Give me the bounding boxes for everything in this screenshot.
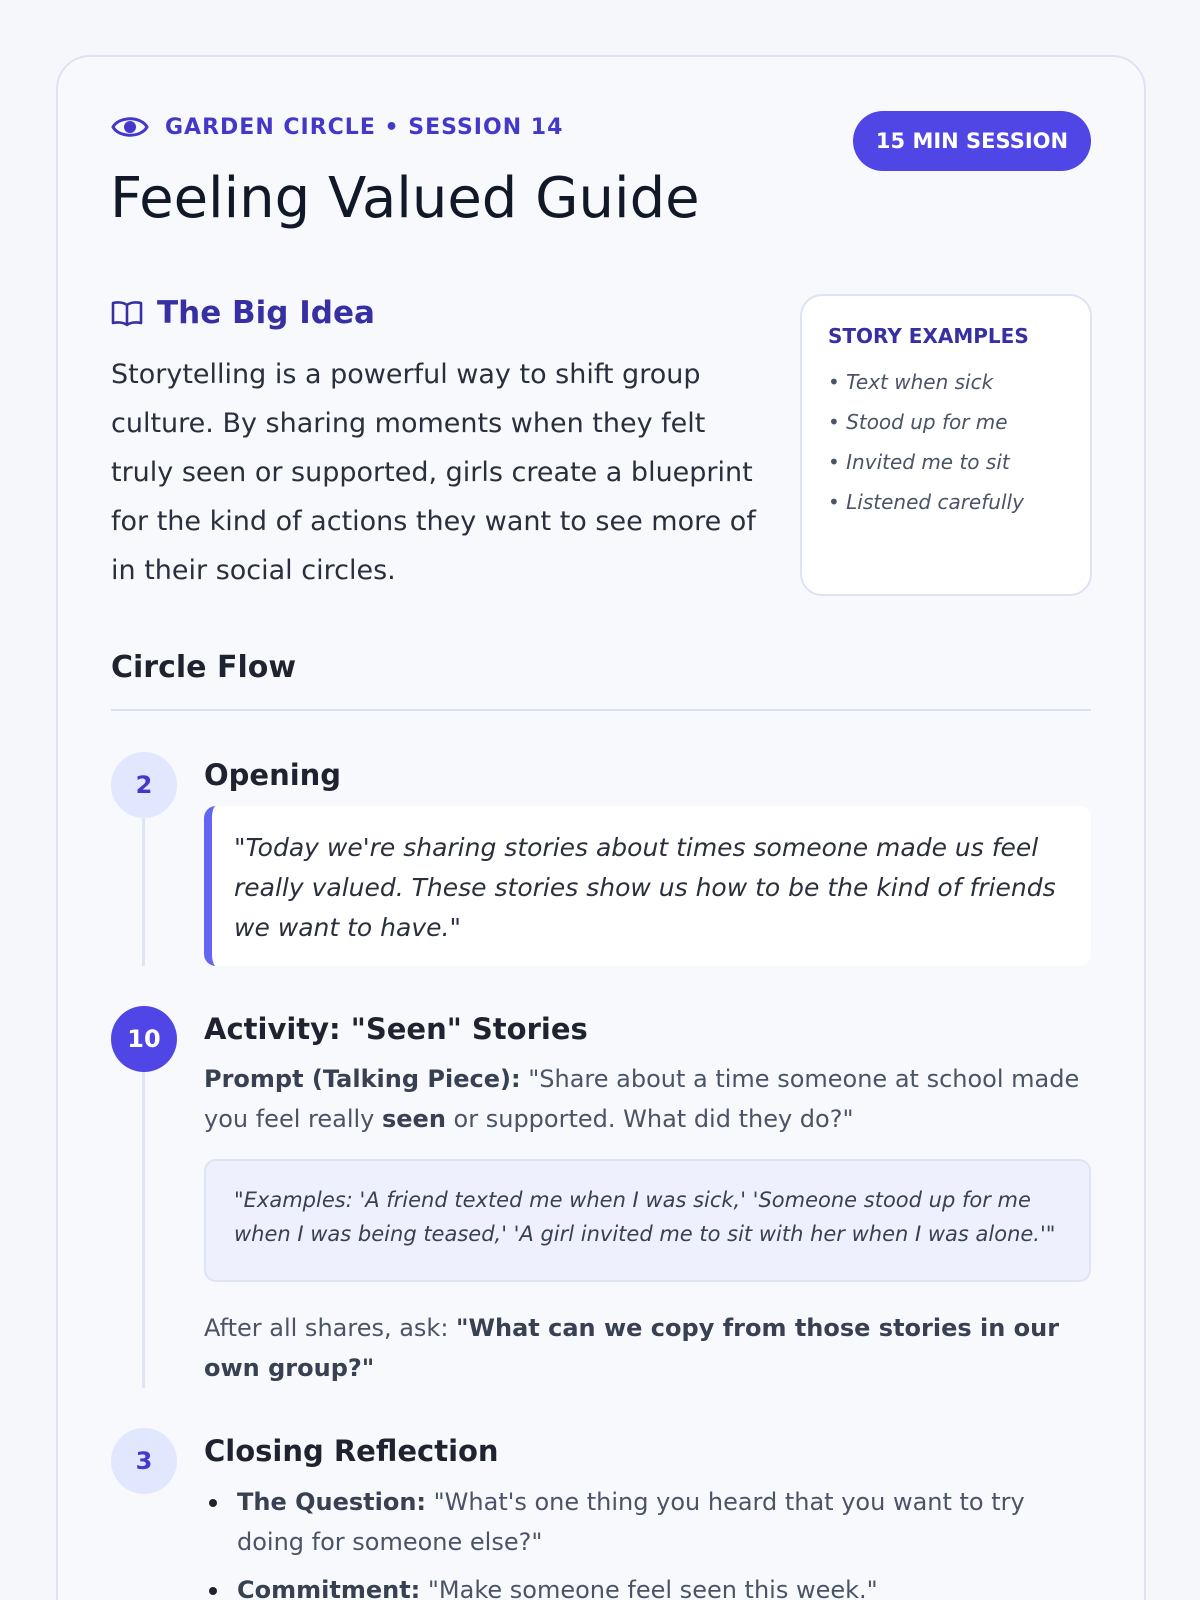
activity-prompt <box>204 1059 1099 1139</box>
prompt-label: Prompt (Talking Piece): <box>204 1065 521 1093</box>
step-title: Closing Reflection <box>204 1434 499 1468</box>
timeline-line <box>142 818 145 966</box>
bullet-text: "Make someone feel seen this week." <box>420 1576 878 1600</box>
session-eyebrow <box>111 113 563 141</box>
story-examples-heading: STORY EXAMPLES <box>828 324 1029 348</box>
follow-up-question <box>204 1308 1099 1388</box>
circle-flow-heading: Circle Flow <box>111 650 297 685</box>
step-title: Opening <box>204 758 342 792</box>
big-idea-text: Storytelling is a powerful way to shift group culture. By sharing moments when they felt truly seen or supported, girls create a blueprint for the kind of actions they want to see more of in their social circles. <box>111 359 756 586</box>
list-item <box>204 1482 1099 1562</box>
follow-up-emphasis: "What can we copy from those stories in our own group?" <box>204 1314 1060 1382</box>
list-item: • Stood up for me <box>828 410 1008 434</box>
story-examples-list <box>828 362 1064 522</box>
big-idea-title: The Big Idea <box>157 295 375 331</box>
step-minutes-badge: 10 <box>111 1006 177 1072</box>
eye-icon <box>111 113 149 141</box>
list-item <box>204 1570 1099 1600</box>
examples-box: "Examples: 'A friend texted me when I was sick,' 'Someone stood up for me when I was being teased,' 'A girl invited me to sit with her when I was alone.'" <box>204 1159 1091 1282</box>
page-title: Feeling Valued Guide <box>110 166 700 231</box>
bullet-label: The Question: <box>237 1488 427 1516</box>
list-item: • Invited me to sit <box>828 450 1010 474</box>
closing-list <box>204 1482 1099 1600</box>
step-minutes-badge: 2 <box>111 752 177 818</box>
prompt-text: or supported. What did they do?" <box>445 1105 854 1133</box>
opening-quote: "Today we're sharing stories about times someone made us feel really valued. These stories show us how to be the kind of friends we want to have." <box>204 806 1091 966</box>
divider <box>111 709 1091 711</box>
follow-up-text: After all shares, ask: <box>204 1314 457 1342</box>
step-title: Activity: "Seen" Stories <box>204 1012 588 1046</box>
bullet-label: Commitment: <box>237 1576 421 1600</box>
timeline-line <box>142 1072 145 1388</box>
list-item: • Text when sick <box>828 370 994 394</box>
big-idea-heading <box>111 295 375 331</box>
book-open-icon <box>111 299 143 327</box>
step-minutes-badge: 3 <box>111 1428 177 1494</box>
list-item: • Listened carefully <box>828 490 1024 514</box>
story-examples-card <box>800 294 1092 596</box>
prompt-text: "Share about a time someone at school made you feel really <box>204 1065 1080 1133</box>
prompt-emphasis: seen <box>381 1105 446 1133</box>
duration-badge: 15 MIN SESSION <box>853 111 1091 171</box>
eyebrow-text: GARDEN CIRCLE • SESSION 14 <box>165 114 564 140</box>
bullet-text: "What's one thing you heard that you want to try doing for someone else?" <box>237 1488 1025 1556</box>
